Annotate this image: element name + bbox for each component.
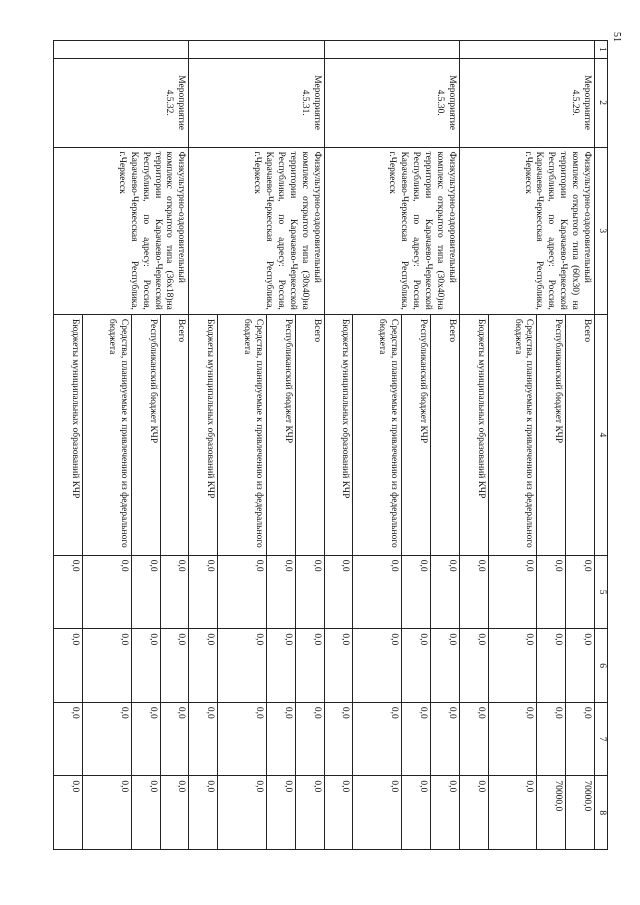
- column-number: 5: [595, 555, 608, 629]
- value-cell: 0,0: [488, 776, 537, 850]
- table-body: [54, 41, 595, 850]
- value-cell: 0,0: [295, 702, 324, 776]
- measure-description: Физкультурно-оздоровительный комплекс открытого типа (30х40)на территории Карачаево-Черкесской Республики, по адресу: Россия, Карачаево-Черкесская Республика, г.Черкесск: [189, 147, 324, 314]
- value-cell: 0,0: [537, 629, 566, 703]
- value-cell: 0,0: [82, 776, 131, 850]
- value-cell: 0,0: [295, 776, 324, 850]
- value-cell: 0,0: [267, 629, 296, 703]
- funding-source: Всего: [295, 314, 324, 555]
- value-cell: 70000,0: [537, 776, 566, 850]
- column-number: 8: [595, 776, 608, 850]
- measure-description: Физкультурно-оздоровительный комплекс открытого типа (30х40)на территории Карачаево-Черкесской Республики, по адресу: Россия, Карачаево-Черкесская Республика, г.Черкесск: [324, 147, 459, 314]
- value-cell: 0,0: [459, 555, 488, 629]
- value-cell: 0,0: [431, 776, 460, 850]
- table-row: [160, 41, 189, 850]
- value-cell: 0,0: [189, 702, 218, 776]
- table-row: [566, 41, 595, 850]
- funding-source: Всего: [431, 314, 460, 555]
- value-cell: 0,0: [402, 629, 431, 703]
- value-cell: 0,0: [431, 555, 460, 629]
- column-number: 1: [595, 41, 608, 59]
- measure-name: Мероприятие 4.5.29.: [459, 58, 594, 147]
- value-cell: 0,0: [54, 629, 83, 703]
- value-cell: 0,0: [160, 776, 189, 850]
- value-cell: 0,0: [566, 555, 595, 629]
- value-cell: 0,0: [459, 629, 488, 703]
- value-cell: 0,0: [54, 776, 83, 850]
- value-cell: 0,0: [267, 555, 296, 629]
- value-cell: 0,0: [189, 776, 218, 850]
- value-cell: 0,0: [459, 702, 488, 776]
- measure-name: Мероприятие 4.5.32.: [54, 58, 189, 147]
- measure-name: Мероприятие 4.5.30.: [324, 58, 459, 147]
- value-cell: 0,0: [353, 776, 402, 850]
- column-number-row: [595, 41, 608, 850]
- value-cell: 0,0: [537, 555, 566, 629]
- value-cell: 0,0: [324, 776, 353, 850]
- funding-source: Республиканский бюджет КЧР: [402, 314, 431, 555]
- value-cell: 0,0: [54, 702, 83, 776]
- measure-name: Мероприятие 4.5.31.: [189, 58, 324, 147]
- funding-source: Бюджеты муниципальных образований КЧР: [54, 314, 83, 555]
- funding-source: Бюджеты муниципальных образований КЧР: [324, 314, 353, 555]
- value-cell: 0,0: [324, 555, 353, 629]
- value-cell: 0,0: [402, 702, 431, 776]
- funding-source: Всего: [566, 314, 595, 555]
- value-cell: 0,0: [160, 629, 189, 703]
- value-cell: 0,0: [267, 776, 296, 850]
- value-cell: 0,0: [402, 555, 431, 629]
- value-cell: 0,0: [160, 555, 189, 629]
- funding-source: Средства, планируемые к привлечению из федерального бюджета: [353, 314, 402, 555]
- value-cell: 0,0: [459, 776, 488, 850]
- column-number: 3: [595, 147, 608, 314]
- value-cell: 0,0: [189, 629, 218, 703]
- value-cell: 0,0: [131, 555, 160, 629]
- budget-table: [53, 40, 608, 850]
- value-cell: 0,0: [218, 629, 267, 703]
- value-cell: 0,0: [488, 555, 537, 629]
- column-number: 7: [595, 702, 608, 776]
- rotated-table-container: [53, 40, 608, 850]
- column-number: 6: [595, 629, 608, 703]
- measure-description: Физкультурно-оздоровительный комплекс открытого типа (36х18)на территории Карачаево-Черкесской Республики, по адресу: Россия, Карачаево-Черкесская Республика, г.Черкесск: [54, 147, 189, 314]
- value-cell: 0,0: [566, 702, 595, 776]
- value-cell: 0,0: [353, 555, 402, 629]
- value-cell: 0,0: [537, 702, 566, 776]
- value-cell: 0,0: [82, 555, 131, 629]
- value-cell: 0,0: [267, 702, 296, 776]
- value-cell: 0,0: [488, 629, 537, 703]
- value-cell: 70000,0: [566, 776, 595, 850]
- value-cell: 0,0: [402, 776, 431, 850]
- value-cell: 0,0: [189, 555, 218, 629]
- value-cell: 0,0: [218, 702, 267, 776]
- value-cell: 0,0: [218, 776, 267, 850]
- value-cell: 0,0: [295, 555, 324, 629]
- value-cell: 0,0: [431, 629, 460, 703]
- value-cell: 0,0: [431, 702, 460, 776]
- value-cell: 0,0: [218, 555, 267, 629]
- value-cell: 0,0: [324, 629, 353, 703]
- value-cell: 0,0: [566, 629, 595, 703]
- value-cell: 0,0: [488, 702, 537, 776]
- value-cell: 0,0: [131, 629, 160, 703]
- funding-source: Республиканский бюджет КЧР: [537, 314, 566, 555]
- measure-description: Физкультурно-оздоровительный комплекс открытого типа (60х30) на территории Карачаево-Черкесской Республики, по адресу: Россия, Карачаево-Черкесская Республика, г.Черкесск: [459, 147, 594, 314]
- value-cell: 0,0: [353, 629, 402, 703]
- value-cell: 0,0: [324, 702, 353, 776]
- funding-source: Республиканский бюджет КЧР: [131, 314, 160, 555]
- funding-source: Средства, планируемые к привлечению из федерального бюджета: [218, 314, 267, 555]
- value-cell: 0,0: [131, 702, 160, 776]
- funding-source: Средства, планируемые к привлечению из федерального бюджета: [82, 314, 131, 555]
- table-row: [431, 41, 460, 850]
- funding-source: Всего: [160, 314, 189, 555]
- value-cell: 0,0: [82, 702, 131, 776]
- column-number: 2: [595, 58, 608, 147]
- value-cell: 0,0: [353, 702, 402, 776]
- column-number: 4: [595, 314, 608, 555]
- table-row: [295, 41, 324, 850]
- value-cell: 0,0: [131, 776, 160, 850]
- empty-cell: [324, 41, 459, 59]
- funding-source: Республиканский бюджет КЧР: [267, 314, 296, 555]
- empty-cell: [459, 41, 594, 59]
- funding-source: Бюджеты муниципальных образований КЧР: [189, 314, 218, 555]
- funding-source: Бюджеты муниципальных образований КЧР: [459, 314, 488, 555]
- value-cell: 0,0: [54, 555, 83, 629]
- value-cell: 0,0: [160, 702, 189, 776]
- value-cell: 0,0: [295, 629, 324, 703]
- empty-cell: [54, 41, 189, 59]
- page-number: 51: [611, 32, 622, 42]
- value-cell: 0,0: [82, 629, 131, 703]
- funding-source: Средства, планируемые к привлечению из федерального бюджета: [488, 314, 537, 555]
- empty-cell: [189, 41, 324, 59]
